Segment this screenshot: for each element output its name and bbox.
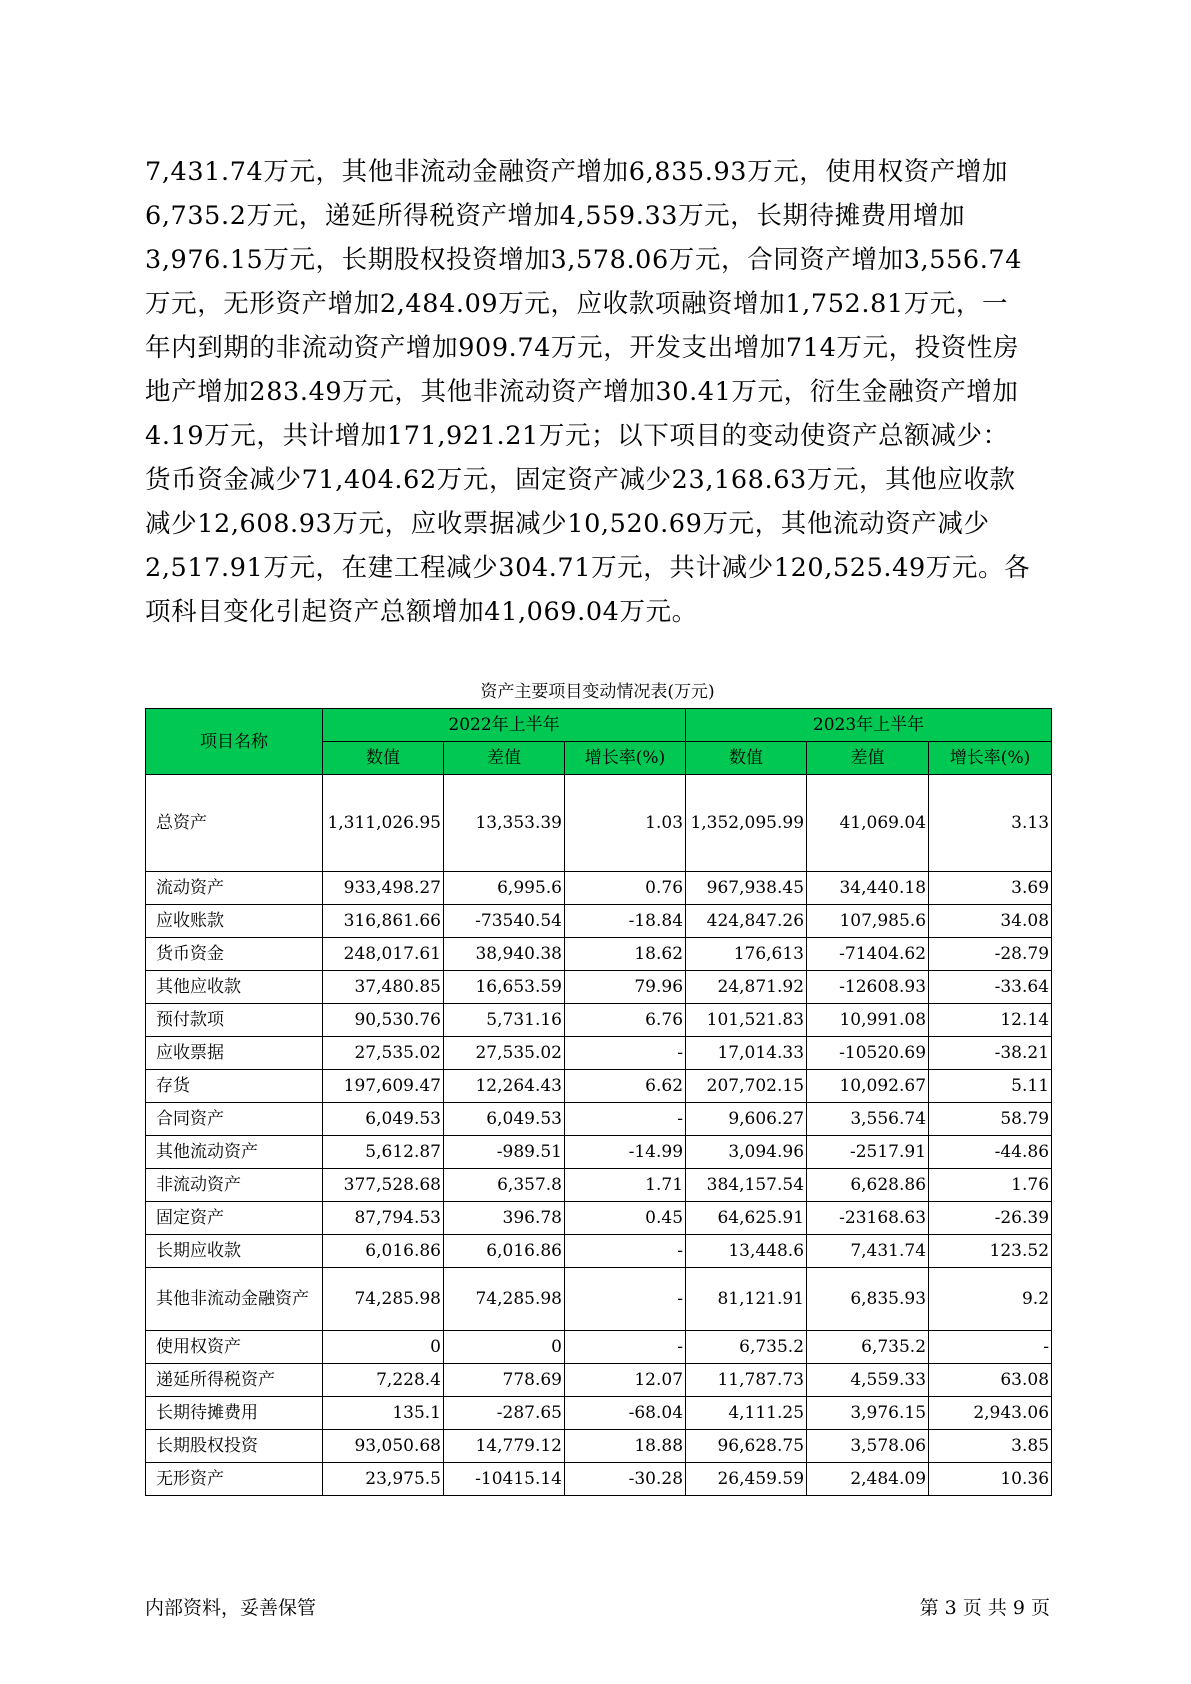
cell-v2: 6,735.2 [686,1331,807,1364]
cell-g2: 5.11 [929,1070,1052,1103]
cell-v1: 93,050.68 [323,1430,444,1463]
cell-v1: 197,609.47 [323,1070,444,1103]
cell-g1: -14.99 [565,1136,686,1169]
table-row [146,872,1052,905]
table-row [146,1463,1052,1496]
paragraph-line: 年内到期的非流动资产增加909.74万元，开发支出增加714万元，投资性房 [145,333,1020,363]
header-value: 数值 [686,742,807,775]
row-item-name: 流动资产 [146,872,323,905]
cell-d2: -71404.62 [807,938,929,971]
table-row [146,1103,1052,1136]
row-item-name: 固定资产 [146,1202,323,1235]
header-period-2022: 2022年上半年 [323,709,686,742]
cell-v1: 6,016.86 [323,1235,444,1268]
row-item-name: 其他应收款 [146,971,323,1004]
cell-g2: 1.76 [929,1169,1052,1202]
cell-v1: 5,612.87 [323,1136,444,1169]
table-row [146,1070,1052,1103]
table-row [146,1202,1052,1235]
cell-v2: 64,625.91 [686,1202,807,1235]
cell-g2: 63.08 [929,1364,1052,1397]
row-item-name: 非流动资产 [146,1169,323,1202]
header-value: 数值 [323,742,444,775]
cell-g1: - [565,1037,686,1070]
header-growth: 增长率(%) [565,742,686,775]
paragraph-line: 7,431.74万元，其他非流动金融资产增加6,835.93万元，使用权资产增加 [145,157,1009,187]
row-item-name: 合同资产 [146,1103,323,1136]
cell-d1: -10415.14 [444,1463,565,1496]
row-item-name: 货币资金 [146,938,323,971]
cell-g1: 79.96 [565,971,686,1004]
cell-v1: 6,049.53 [323,1103,444,1136]
cell-d1: 6,049.53 [444,1103,565,1136]
row-item-name: 无形资产 [146,1463,323,1496]
table-row [146,1004,1052,1037]
cell-v2: 13,448.6 [686,1235,807,1268]
cell-d2: 10,991.08 [807,1004,929,1037]
row-item-name: 递延所得税资产 [146,1364,323,1397]
cell-v2: 26,459.59 [686,1463,807,1496]
cell-g2: - [929,1331,1052,1364]
cell-d1: 12,264.43 [444,1070,565,1103]
footer-page-number: 第 3 页 共 9 页 [919,1597,1050,1619]
header-diff: 差值 [444,742,565,775]
cell-d2: 6,835.93 [807,1268,929,1331]
header-growth: 增长率(%) [929,742,1052,775]
cell-d1: 27,535.02 [444,1037,565,1070]
cell-v2: 176,613 [686,938,807,971]
row-item-name: 存货 [146,1070,323,1103]
table-row [146,1169,1052,1202]
table-row [146,905,1052,938]
table-row [146,1397,1052,1430]
body-paragraph [145,150,1050,634]
cell-g1: 18.62 [565,938,686,971]
cell-g1: - [565,1235,686,1268]
cell-v1: 0 [323,1331,444,1364]
row-item-name: 使用权资产 [146,1331,323,1364]
cell-g1: 1.71 [565,1169,686,1202]
cell-g1: 6.76 [565,1004,686,1037]
table-row [146,1364,1052,1397]
cell-v2: 384,157.54 [686,1169,807,1202]
cell-v2: 17,014.33 [686,1037,807,1070]
cell-d2: 3,556.74 [807,1103,929,1136]
cell-v1: 87,794.53 [323,1202,444,1235]
cell-g2: 2,943.06 [929,1397,1052,1430]
paragraph-line: 3,976.15万元，长期股权投资增加3,578.06万元，合同资产增加3,556.74 [145,245,1023,275]
cell-v1: 37,480.85 [323,971,444,1004]
table-row [146,1430,1052,1463]
cell-g1: 1.03 [565,775,686,872]
table-row [146,1331,1052,1364]
cell-d2: 107,985.6 [807,905,929,938]
table-row [146,1136,1052,1169]
cell-d1: 13,353.39 [444,775,565,872]
cell-d1: 6,995.6 [444,872,565,905]
table-row [146,1037,1052,1070]
cell-d1: 396.78 [444,1202,565,1235]
paragraph-line: 6,735.2万元，递延所得税资产增加4,559.33万元，长期待摊费用增加 [145,201,966,231]
cell-d2: 6,628.86 [807,1169,929,1202]
row-item-name: 预付款项 [146,1004,323,1037]
paragraph-line: 2,517.91万元，在建工程减少304.71万元，共计减少120,525.49万元。各 [145,553,1031,583]
header-diff: 差值 [807,742,929,775]
cell-g1: -68.04 [565,1397,686,1430]
cell-d2: 2,484.09 [807,1463,929,1496]
cell-g2: -38.21 [929,1037,1052,1070]
cell-d2: -10520.69 [807,1037,929,1070]
cell-v1: 377,528.68 [323,1169,444,1202]
cell-d2: 10,092.67 [807,1070,929,1103]
header-period-2023: 2023年上半年 [686,709,1052,742]
footer-confidential-note: 内部资料，妥善保管 [145,1597,317,1619]
cell-g1: -18.84 [565,905,686,938]
cell-v1: 23,975.5 [323,1463,444,1496]
cell-g1: 0.76 [565,872,686,905]
cell-g1: - [565,1103,686,1136]
cell-g2: 9.2 [929,1268,1052,1331]
cell-g1: 18.88 [565,1430,686,1463]
paragraph-line: 项科目变化引起资产总额增加41,069.04万元。 [145,597,698,627]
cell-v2: 24,871.92 [686,971,807,1004]
table-row [146,1268,1052,1331]
cell-g2: -44.86 [929,1136,1052,1169]
row-item-name: 总资产 [146,775,323,872]
cell-g1: -30.28 [565,1463,686,1496]
cell-d1: -989.51 [444,1136,565,1169]
cell-d1: 16,653.59 [444,971,565,1004]
cell-g2: 123.52 [929,1235,1052,1268]
cell-v2: 1,352,095.99 [686,775,807,872]
cell-d2: 4,559.33 [807,1364,929,1397]
cell-g2: 3.69 [929,872,1052,905]
paragraph-line: 货币资金减少71,404.62万元，固定资产减少23,168.63万元，其他应收款 [145,465,1016,495]
cell-v1: 1,311,026.95 [323,775,444,872]
cell-v2: 424,847.26 [686,905,807,938]
cell-g2: -33.64 [929,971,1052,1004]
row-item-name: 其他非流动金融资产 [146,1268,323,1331]
table-caption: 资产主要项目变动情况表(万元) [480,682,715,702]
cell-d1: 5,731.16 [444,1004,565,1037]
cell-v1: 248,017.61 [323,938,444,971]
cell-v2: 4,111.25 [686,1397,807,1430]
asset-change-table [145,708,1052,1496]
cell-v1: 74,285.98 [323,1268,444,1331]
cell-g2: 12.14 [929,1004,1052,1037]
table-row [146,938,1052,971]
row-item-name: 长期待摊费用 [146,1397,323,1430]
cell-d1: -73540.54 [444,905,565,938]
cell-g2: 58.79 [929,1103,1052,1136]
row-item-name: 长期股权投资 [146,1430,323,1463]
cell-g1: - [565,1331,686,1364]
cell-v1: 933,498.27 [323,872,444,905]
paragraph-line: 4.19万元，共计增加171,921.21万元；以下项目的变动使资产总额减少： [145,421,1009,451]
cell-g1: 6.62 [565,1070,686,1103]
cell-v1: 135.1 [323,1397,444,1430]
cell-v2: 11,787.73 [686,1364,807,1397]
cell-g2: 34.08 [929,905,1052,938]
cell-d2: 34,440.18 [807,872,929,905]
paragraph-line: 万元，无形资产增加2,484.09万元，应收款项融资增加1,752.81万元，一 [145,289,1009,319]
cell-d1: 74,285.98 [444,1268,565,1331]
cell-d1: 0 [444,1331,565,1364]
cell-g2: -28.79 [929,938,1052,971]
table-row [146,775,1052,872]
cell-v2: 207,702.15 [686,1070,807,1103]
cell-v2: 96,628.75 [686,1430,807,1463]
row-item-name: 应收账款 [146,905,323,938]
paragraph-line: 减少12,608.93万元，应收票据减少10,520.69万元，其他流动资产减少 [145,509,990,539]
cell-v2: 9,606.27 [686,1103,807,1136]
cell-g1: - [565,1268,686,1331]
cell-v1: 27,535.02 [323,1037,444,1070]
cell-d2: 41,069.04 [807,775,929,872]
cell-d2: -2517.91 [807,1136,929,1169]
cell-g2: 3.85 [929,1430,1052,1463]
cell-d1: 6,357.8 [444,1169,565,1202]
cell-d2: 3,578.06 [807,1430,929,1463]
cell-d2: 3,976.15 [807,1397,929,1430]
cell-g1: 12.07 [565,1364,686,1397]
header-item-name: 项目名称 [146,709,323,775]
cell-g2: 10.36 [929,1463,1052,1496]
cell-g2: -26.39 [929,1202,1052,1235]
cell-d2: -23168.63 [807,1202,929,1235]
cell-v1: 7,228.4 [323,1364,444,1397]
row-item-name: 其他流动资产 [146,1136,323,1169]
cell-d2: 7,431.74 [807,1235,929,1268]
table-row [146,971,1052,1004]
cell-v2: 967,938.45 [686,872,807,905]
cell-d2: -12608.93 [807,971,929,1004]
cell-v1: 90,530.76 [323,1004,444,1037]
cell-g2: 3.13 [929,775,1052,872]
table-row [146,1235,1052,1268]
cell-v1: 316,861.66 [323,905,444,938]
cell-d2: 6,735.2 [807,1331,929,1364]
cell-d1: 778.69 [444,1364,565,1397]
cell-v2: 81,121.91 [686,1268,807,1331]
cell-v2: 3,094.96 [686,1136,807,1169]
paragraph-line: 地产增加283.49万元，其他非流动资产增加30.41万元，衍生金融资产增加 [145,377,1019,407]
cell-d1: 14,779.12 [444,1430,565,1463]
cell-v2: 101,521.83 [686,1004,807,1037]
cell-g1: 0.45 [565,1202,686,1235]
row-item-name: 长期应收款 [146,1235,323,1268]
row-item-name: 应收票据 [146,1037,323,1070]
cell-d1: 38,940.38 [444,938,565,971]
cell-d1: 6,016.86 [444,1235,565,1268]
cell-d1: -287.65 [444,1397,565,1430]
